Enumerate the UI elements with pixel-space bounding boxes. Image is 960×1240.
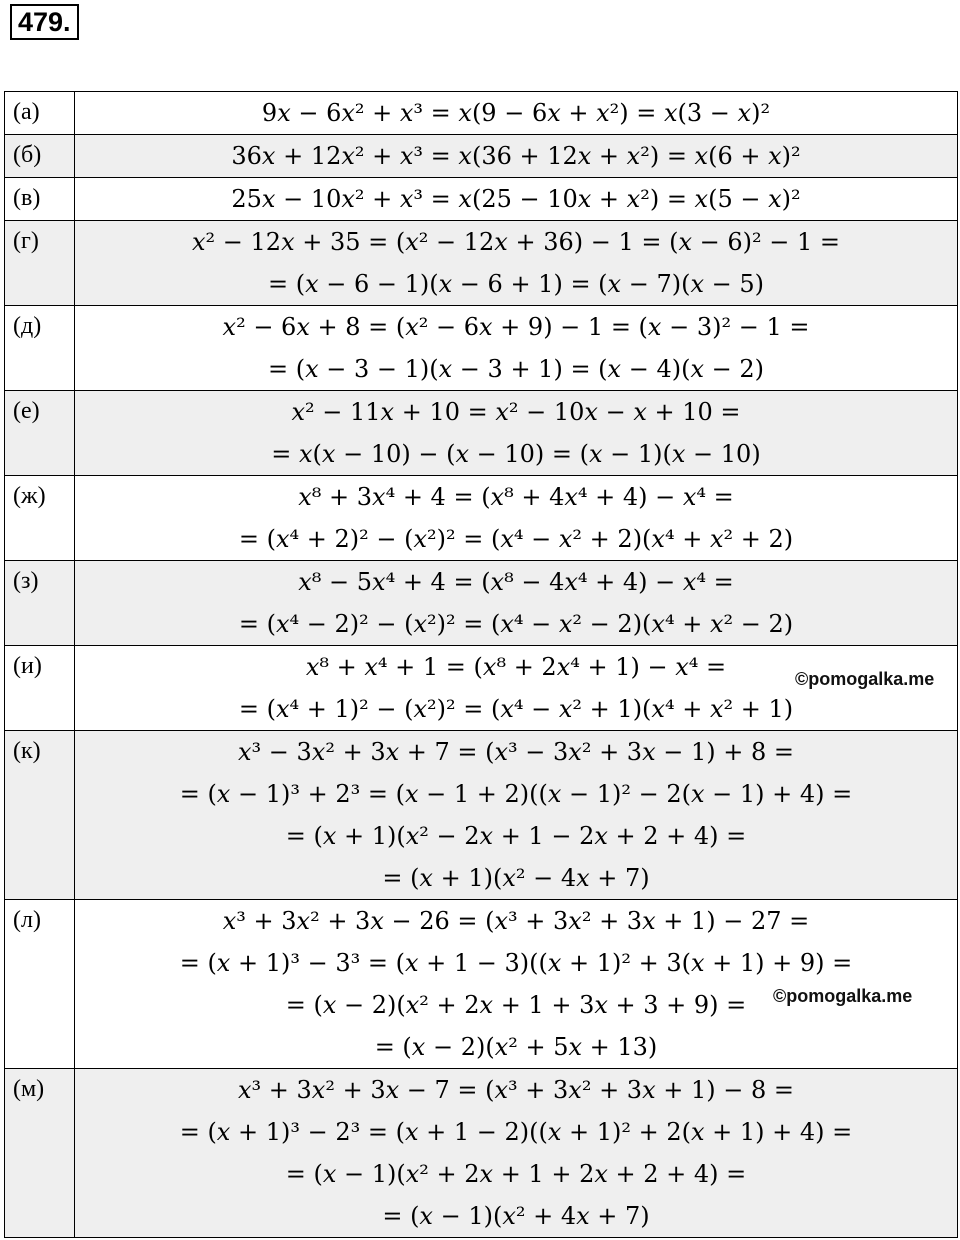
item-label: (г)	[5, 221, 75, 306]
item-label: (б)	[5, 135, 75, 178]
item-math	[75, 900, 958, 1069]
item-label: (к)	[5, 731, 75, 900]
solution-row	[5, 221, 958, 306]
math-line: 𝑥³ + 3𝑥² + 3𝑥 − 26 = (𝑥³ + 3𝑥² + 3𝑥 + 1) − 27 =	[222, 907, 810, 935]
math-line: 𝑥² − 6𝑥 + 8 = (𝑥² − 6𝑥 + 9) − 1 = (𝑥 − 3)² − 1 =	[222, 313, 810, 341]
item-label: (м)	[5, 1069, 75, 1238]
math-line: 𝑥⁸ + 3𝑥⁴ + 4 = (𝑥⁸ + 4𝑥⁴ + 4) − 𝑥⁴ =	[298, 483, 734, 511]
item-math	[75, 731, 958, 900]
math-line: 9𝑥 − 6𝑥² + 𝑥³ = 𝑥(9 − 6𝑥 + 𝑥²) = 𝑥(3 − 𝑥)²	[261, 99, 771, 127]
math-line: 𝑥³ + 3𝑥² + 3𝑥 − 7 = (𝑥³ + 3𝑥² + 3𝑥 + 1) − 8 =	[238, 1076, 794, 1104]
item-math	[75, 92, 958, 135]
solution-row	[5, 135, 958, 178]
item-label: (е)	[5, 391, 75, 476]
solution-row	[5, 731, 958, 900]
problem-number: 479.	[10, 4, 79, 40]
math-line: = (𝑥⁴ + 2)² − (𝑥²)² = (𝑥⁴ − 𝑥² + 2)(𝑥⁴ + 𝑥² + 2)	[238, 525, 794, 553]
math-line: = (𝑥 − 1)(𝑥² + 4𝑥 + 7)	[382, 1202, 650, 1230]
math-line: = 𝑥(𝑥 − 10) − (𝑥 − 10) = (𝑥 − 1)(𝑥 − 10)	[271, 440, 761, 468]
item-label: (д)	[5, 306, 75, 391]
solution-row	[5, 561, 958, 646]
item-math	[75, 561, 958, 646]
math-line: 𝑥² − 12𝑥 + 35 = (𝑥² − 12𝑥 + 36) − 1 = (𝑥 − 6)² − 1 =	[192, 228, 840, 256]
item-math	[75, 221, 958, 306]
watermark: ©pomogalka.me	[773, 986, 913, 1006]
item-label: (з)	[5, 561, 75, 646]
solutions-table	[4, 91, 958, 1238]
math-line: = (𝑥 + 1)³ − 2³ = (𝑥 + 1 − 2)((𝑥 + 1)² + 2(𝑥 + 1) + 4) =	[179, 1118, 853, 1146]
item-label: (ж)	[5, 476, 75, 561]
solution-row	[5, 900, 958, 1069]
solution-row	[5, 1069, 958, 1238]
solution-row	[5, 178, 958, 221]
math-line: = (𝑥 + 1)(𝑥² − 2𝑥 + 1 − 2𝑥 + 2 + 4) =	[285, 822, 747, 850]
item-label: (а)	[5, 92, 75, 135]
math-line: 𝑥³ − 3𝑥² + 3𝑥 + 7 = (𝑥³ − 3𝑥² + 3𝑥 − 1) + 8 =	[238, 738, 794, 766]
math-line: = (𝑥 − 1)³ + 2³ = (𝑥 − 1 + 2)((𝑥 − 1)² − 2(𝑥 − 1) + 4) =	[179, 780, 853, 808]
item-math	[75, 391, 958, 476]
math-line: = (𝑥 − 3 − 1)(𝑥 − 3 + 1) = (𝑥 − 4)(𝑥 − 2)	[268, 355, 764, 383]
solution-row	[5, 306, 958, 391]
item-math	[75, 306, 958, 391]
math-line: = (𝑥 + 1)³ − 3³ = (𝑥 + 1 − 3)((𝑥 + 1)² + 3(𝑥 + 1) + 9) =	[179, 949, 853, 977]
math-line: 36𝑥 + 12𝑥² + 𝑥³ = 𝑥(36 + 12𝑥 + 𝑥²) = 𝑥(6 + 𝑥)²	[231, 142, 801, 170]
item-label: (л)	[5, 900, 75, 1069]
math-line: = (𝑥⁴ + 1)² − (𝑥²)² = (𝑥⁴ − 𝑥² + 1)(𝑥⁴ + 𝑥² + 1)	[238, 695, 794, 723]
solution-row	[5, 476, 958, 561]
math-line: = (𝑥 + 1)(𝑥² − 4𝑥 + 7)	[382, 864, 650, 892]
math-line: 𝑥⁸ − 5𝑥⁴ + 4 = (𝑥⁸ − 4𝑥⁴ + 4) − 𝑥⁴ =	[298, 568, 734, 596]
watermark: ©pomogalka.me	[795, 669, 935, 689]
math-line: = (𝑥 − 6 − 1)(𝑥 − 6 + 1) = (𝑥 − 7)(𝑥 − 5)	[268, 270, 764, 298]
solution-row	[5, 391, 958, 476]
solution-row	[5, 92, 958, 135]
math-line: = (𝑥 − 2)(𝑥² + 2𝑥 + 1 + 3𝑥 + 3 + 9) =	[285, 991, 747, 1019]
math-line: 25𝑥 − 10𝑥² + 𝑥³ = 𝑥(25 − 10𝑥 + 𝑥²) = 𝑥(5 − 𝑥)²	[231, 185, 801, 213]
math-line: 𝑥⁸ + 𝑥⁴ + 1 = (𝑥⁸ + 2𝑥⁴ + 1) − 𝑥⁴ =	[305, 653, 727, 681]
item-math	[75, 476, 958, 561]
math-line: = (𝑥⁴ − 2)² − (𝑥²)² = (𝑥⁴ − 𝑥² − 2)(𝑥⁴ + 𝑥² − 2)	[238, 610, 794, 638]
item-math	[75, 178, 958, 221]
math-line: = (𝑥 − 2)(𝑥² + 5𝑥 + 13)	[374, 1033, 658, 1061]
item-label: (в)	[5, 178, 75, 221]
math-line: 𝑥² − 11𝑥 + 10 = 𝑥² − 10𝑥 − 𝑥 + 10 =	[291, 398, 741, 426]
math-line: = (𝑥 − 1)(𝑥² + 2𝑥 + 1 + 2𝑥 + 2 + 4) =	[285, 1160, 747, 1188]
item-math	[75, 135, 958, 178]
item-label: (и)	[5, 646, 75, 731]
item-math	[75, 1069, 958, 1238]
